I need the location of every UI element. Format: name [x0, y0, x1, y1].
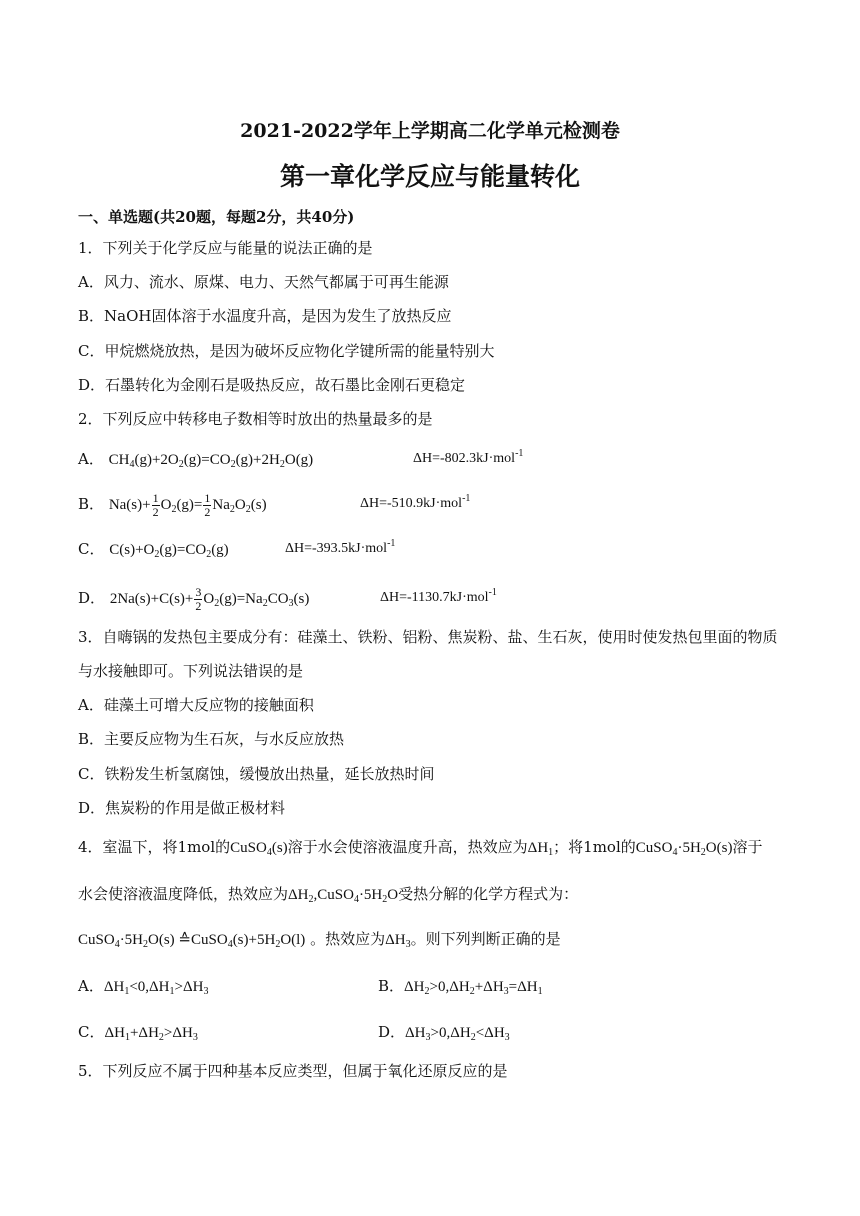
q4-stem-line1: 4．室温下，将1mol的CuSO$_4$(s)溶于水会使溶液温度升高，热效应为$\Delta H_1$；将1mol的$CuSO_4\cdot 5H_2O(s)$溶于: [78, 838, 763, 858]
q4-option-c: C．$\Delta H_1+\Delta H_2>\Delta H_3$: [78, 1023, 198, 1043]
q1-option-a: A．风力、流水、原煤、电力、天然气都属于可再生能源: [78, 273, 449, 291]
q2-option-b-equation: Na(s)+ $\frac{1}{2}$ $O_2(g)=$ $\frac{1}{2}$ $Na_2O_2(s)$: [108, 491, 267, 519]
q3-option-a: A．硅藻土可增大反应物的接触面积: [78, 696, 314, 714]
q4-stem-line2: 水会使溶液温度降低，热效应为$\Delta H_2,CuSO_4\cdot 5H_2O$受热分解的化学方程式为：: [78, 885, 579, 905]
q2-stem: 2．下列反应中转移电子数相等时放出的热量最多的是: [78, 410, 433, 428]
q4-option-d: D．$\Delta H_3>0,\Delta H_2<\Delta H_3$: [378, 1023, 510, 1043]
q2-option-a: [78, 449, 313, 470]
q2-option-c: [78, 539, 229, 560]
q4-option-a: A．$\Delta H_1<0,\Delta H_1>\Delta H_3$: [78, 977, 209, 997]
q2-option-c-enthalpy: ΔH=-393.5kJ·mol$^{-1}$: [285, 538, 396, 556]
q1-option-c: C．甲烷燃烧放热，是因为破坏反应物化学键所需的能量特别大: [78, 342, 495, 360]
q4-stem-line3: $CuSO_4\cdot 5H_2O(s)$ $≙CuSO_4(s)+5H_2O(l)$ 。热效应为$\Delta H_3$。则下列判断正确的是: [78, 930, 561, 950]
q2-option-a-equation: $CH_4(g)+2O_2(g)=CO_2(g)+2H_2O(g)$: [108, 452, 314, 470]
q3-option-d: D．焦炭粉的作用是做正极材料: [78, 799, 286, 817]
q3-stem-line2: 与水接触即可。下列说法错误的是: [78, 662, 304, 680]
q5-stem: 5．下列反应不属于四种基本反应类型，但属于氧化还原反应的是: [78, 1062, 508, 1080]
exam-title: 2021-2022学年上学期高二化学单元检测卷: [240, 120, 620, 142]
q1-stem: 1．下列关于化学反应与能量的说法正确的是: [78, 239, 373, 257]
q2-option-c-label: C．: [78, 540, 105, 558]
q4-option-b: B．$\Delta H_2>0,\Delta H_2+\Delta H_3=\Delta H_1$: [378, 977, 543, 997]
q2-option-b-enthalpy: ΔH=-510.9kJ·mol$^{-1}$: [360, 493, 471, 511]
q2-option-b: [78, 492, 267, 519]
q1-option-b: B．NaOH固体溶于水温度升高，是因为发生了放热反应: [78, 307, 452, 325]
q3-option-c: C．铁粉发生析氢腐蚀，缓慢放出热量，延长放热时间: [78, 765, 435, 783]
section-heading: 一、单选题(共20题，每题2分，共40分): [78, 208, 355, 226]
q2-option-a-enthalpy: ΔH=-802.3kJ·mol$^{-1}$: [413, 448, 524, 466]
q3-stem-line1: 3．自嗨锅的发热包主要成分有：硅藻土、铁粉、铝粉、焦炭粉、盐、生石灰，使用时使发热包里面的物质: [78, 628, 778, 646]
q2-option-b-label: B．: [78, 494, 105, 513]
q2-option-d-equation: 2Na(s)+C(s)+ $\frac{3}{2}$ $O_2(g)=Na_2CO_3(s)$: [109, 585, 310, 613]
q2-option-d: [78, 586, 309, 613]
q2-option-a-label: A．: [78, 450, 104, 468]
q1-option-d: D．石墨转化为金刚石是吸热反应，故石墨比金刚石更稳定: [78, 376, 466, 394]
q2-option-d-label: D．: [78, 588, 106, 607]
q2-option-d-enthalpy: ΔH=-1130.7kJ·mol$^{-1}$: [380, 587, 497, 605]
q2-option-c-equation: $C(s)+O_2(g)=CO_2(g)$: [109, 542, 229, 560]
q3-option-b: B．主要反应物为生石灰，与水反应放热: [78, 730, 345, 748]
chapter-title: 第一章化学反应与能量转化: [279, 162, 580, 191]
